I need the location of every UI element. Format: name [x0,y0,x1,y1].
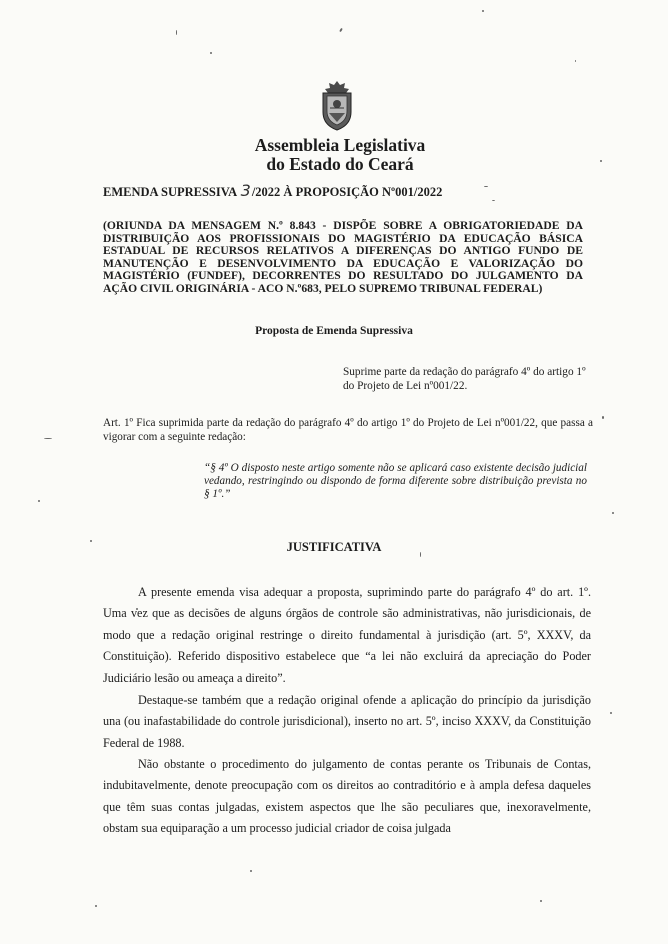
amendment-number: 3 [240,181,251,200]
organization-name: Assembleia Legislativa [254,135,426,155]
justification-heading: JUSTIFICATIVA [286,540,382,554]
organization-state: do Estado do Ceará [266,154,414,174]
origin-description: (ORIUNDA DA MENSAGEM N.º 8.843 - DISPÕE SOBRE A OBRIGATORIEDADE DA DISTRIBUIÇÃO AOS PROFISSIONAIS DO MAGISTÉRIO DA EDUCAÇÃO BÁSICA ESTADUAL DE RECURSOS RELATIVOS A DIFERENÇAS DO ANTIGO FUNDO DE MANUTENÇÃO E DESENVOLVIMENTO DA EDUCAÇÃO E VALORIZAÇÃO DO MAGISTÉRIO (FUNDEF), DECORRENTES DO RESULTADO DO JULGAMENTO DA AÇÃO CIVIL ORIGINÁRIA - ACO N.º683, PELO SUPREMO TRIBUNAL FEDERAL) [103,219,583,295]
justification-paragraph: Destaque-se também que a redação original ofende a aplicação do princípio da jurisdição una (ou inafastabilidade do controle jurisdicional), inserto no art. 5º, inciso XXXV, da Constituição Federal de 1988. [103,693,591,750]
amendment-prefix: EMENDA SUPRESSIVA [103,185,237,199]
justification-paragraph: A presente emenda visa adequar a proposta, suprimindo parte do parágrafo 4º do art. 1º. Uma vez que as decisões de alguns órgãos de controle são administrativas, não jurisdicionais, de modo que a redação original restringe o direito fundamental à jurisdição (art. 5º, XXXV, da Constituição). Referido dispositivo estabelece que “a lei não excluirá da apreciação do Poder Judiciário lesão ou ameaça a direito”. [103,585,591,685]
amendment-title [103,181,442,200]
amendment-suffix: /2022 À PROPOSIÇÃO Nº001/2022 [251,185,443,199]
proposal-heading: Proposta de Emenda Supressiva [255,325,413,337]
amendment-summary: Suprime parte da redação do parágrafo 4º do artigo 1º do Projeto de Lei nº001/22. [343,366,586,392]
quoted-paragraph: “§ 4º O disposto neste artigo somente não se aplicará caso existente decisão judicial vedando, restringindo ou dispondo de forma diferente sobre distribuição prevista no § 1º.” [204,462,587,501]
state-coat-of-arms-icon [318,80,356,132]
article-text: Art. 1º Fica suprimida parte da redação do parágrafo 4º do artigo 1º do Projeto de Lei nº001/22, que passa a vigorar com a seguinte redação: [103,417,593,443]
justification-paragraph: Não obstante o procedimento do julgamento de contas perante os Tribunais de Contas, indubitavelmente, denote preocupação com os direitos ao contraditório e à ampla defesa daqueles que têm suas contas julgadas, existem aspectos que lhe são peculiares que, inexoravelmente, obstam sua equiparação a um processo judicial criador de coisa julgada [103,757,591,836]
